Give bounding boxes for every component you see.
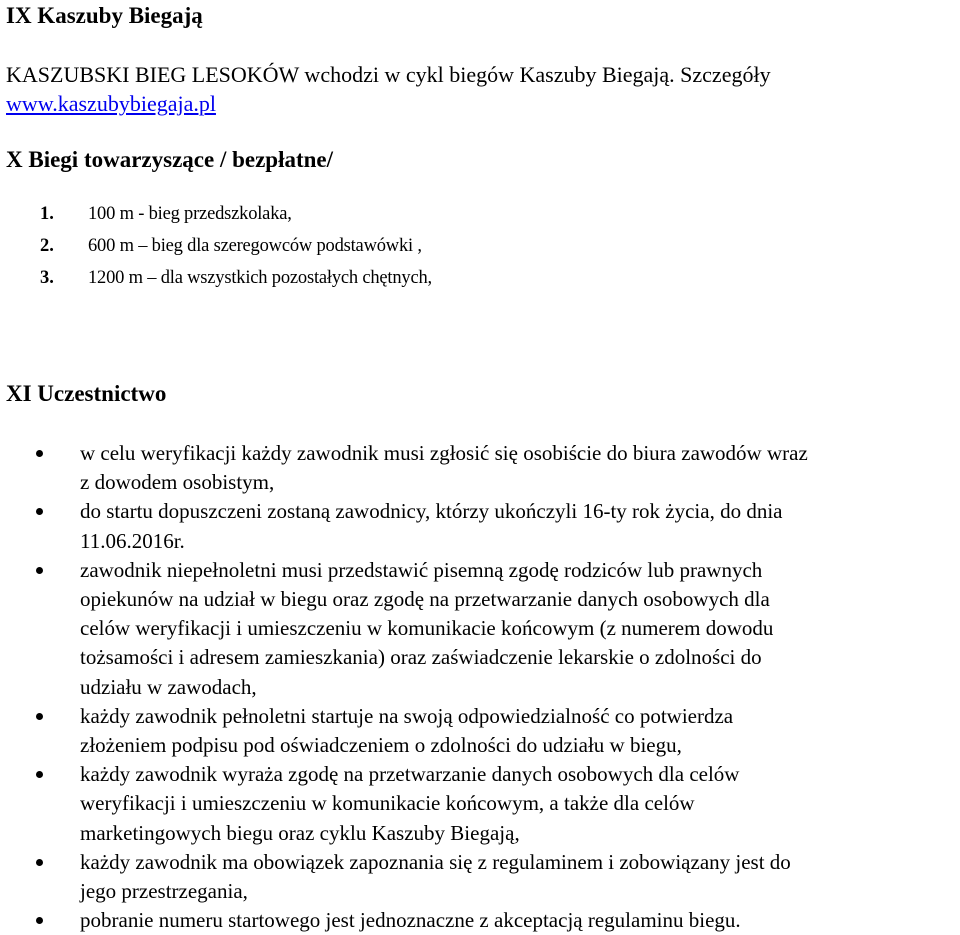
list-item xyxy=(0,848,960,906)
bullet-list-participation-rules xyxy=(0,439,960,935)
bullet-icon xyxy=(36,450,43,457)
list-item-line: weryfikacji i umieszczeniu w komunikacie końcowym, a także dla celów xyxy=(80,791,695,816)
paragraph-text: KASZUBSKI BIEG LESOKÓW wchodzi w cykl biegów Kaszuby Biegają. Szczegóły xyxy=(6,62,771,87)
list-item-line: zawodnik niepełnoletni musi przedstawić pisemną zgodę rodziców lub prawnych xyxy=(80,557,763,582)
section-heading-biegi-towarzyszace: X Biegi towarzyszące / bezpłatne/ xyxy=(6,147,334,172)
list-item-text: 600 m – bieg dla szeregowców podstawówki , xyxy=(88,236,422,256)
bullet-icon xyxy=(36,859,43,866)
bullet-icon xyxy=(36,771,43,778)
list-item xyxy=(0,198,960,230)
list-item-line: jego przestrzegania, xyxy=(80,879,248,904)
list-item-line: każdy zawodnik wyraża zgodę na przetwarzanie danych osobowych dla celów xyxy=(80,762,740,787)
list-item-line: złożeniem podpisu pod oświadczeniem o zdolności do udziału w biegu, xyxy=(80,733,682,758)
list-item-line: do startu dopuszczeni zostaną zawodnicy, którzy ukończyli 16-ty rok życia, do dnia xyxy=(80,499,783,524)
list-item-line: celów weryfikacji i umieszczeniu w komunikacie końcowym (z numerem dowodu xyxy=(80,616,774,641)
numbered-list-races xyxy=(0,198,960,294)
list-item-line: z dowodem osobistym, xyxy=(80,470,275,495)
bullet-icon xyxy=(36,917,43,924)
list-item xyxy=(0,760,960,848)
section-heading-uczestnictwo: XI Uczestnictwo xyxy=(6,381,167,406)
list-item xyxy=(0,439,960,497)
bullet-icon xyxy=(36,713,43,720)
list-item xyxy=(0,230,960,262)
website-link[interactable]: www.kaszubybiegaja.pl xyxy=(6,91,216,116)
list-item xyxy=(0,702,960,760)
section-paragraph-kaszuby-biegaja xyxy=(6,60,771,118)
section-heading-kaszuby-biegaja: IX Kaszuby Biegają xyxy=(6,3,203,28)
list-item-line: udziału w zawodach, xyxy=(80,674,257,699)
list-item xyxy=(0,262,960,294)
list-item-line: opiekunów na udział w biegu oraz zgodę na przetwarzanie danych osobowych dla xyxy=(80,587,770,612)
list-item-line: tożsamości i adresem zamieszkania) oraz zaświadczenie lekarskie o zdolności do xyxy=(80,645,762,670)
list-item xyxy=(0,556,960,702)
bullet-icon xyxy=(36,567,43,574)
list-item-line: każdy zawodnik ma obowiązek zapoznania się z regulaminem i zobowiązany jest do xyxy=(80,849,791,874)
list-number: 3. xyxy=(40,268,54,288)
list-item-text: 100 m - bieg przedszkolaka, xyxy=(88,204,292,224)
bullet-icon xyxy=(36,508,43,515)
list-item-line: każdy zawodnik pełnoletni startuje na swoją odpowiedzialność co potwierdza xyxy=(80,703,734,728)
list-item-line: pobranie numeru startowego jest jednoznaczne z akceptacją regulaminu biegu. xyxy=(80,908,741,933)
list-item xyxy=(0,497,960,555)
list-number: 1. xyxy=(40,204,54,224)
list-item xyxy=(0,906,960,935)
list-item-line: marketingowych biegu oraz cyklu Kaszuby Biegają, xyxy=(80,820,520,845)
list-item-line: 11.06.2016r. xyxy=(80,528,185,553)
list-item-line: w celu weryfikacji każdy zawodnik musi zgłosić się osobiście do biura zawodów wraz xyxy=(80,441,808,465)
list-number: 2. xyxy=(40,236,54,256)
list-item-text: 1200 m – dla wszystkich pozostałych chętnych, xyxy=(88,268,432,288)
